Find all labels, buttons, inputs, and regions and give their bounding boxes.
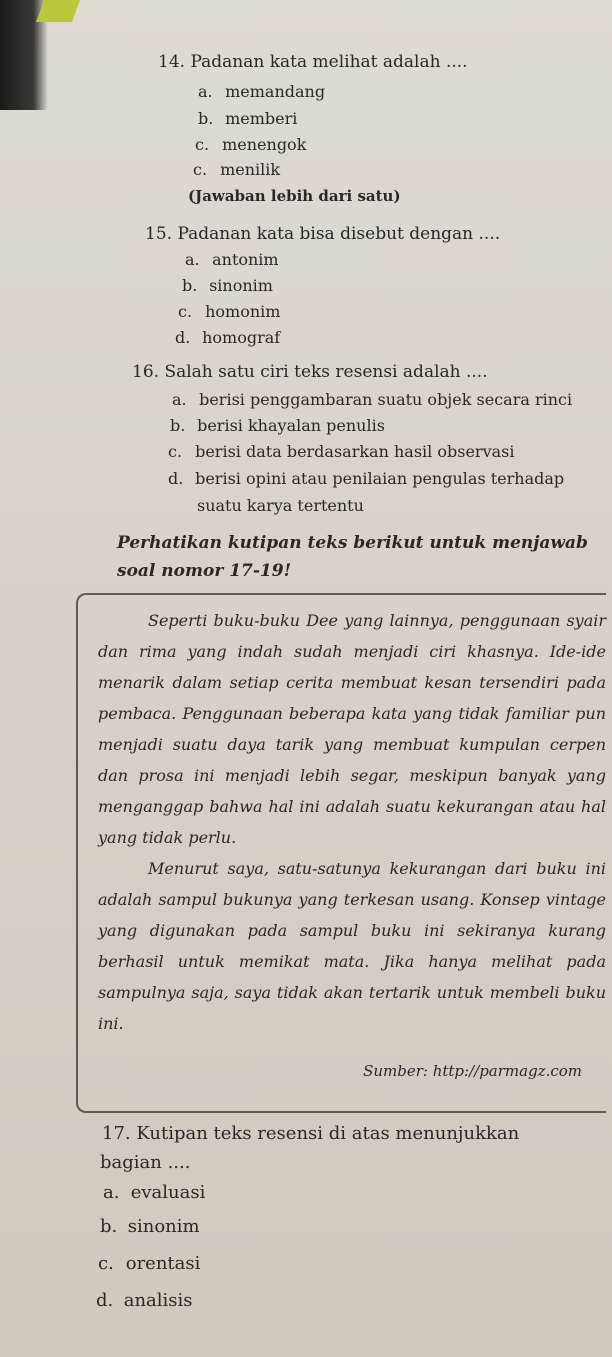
question-17-line-2: bagian .... [100,1152,191,1173]
excerpt-paragraph-2: Menurut saya, satu-satunya kekurangan dari buku ini adalah sampul bukunya yang terkesan usang. Konsep vintage yang digunakan pada sampul buku ini sekiranya kurang berhasil untuk memikat mata. Jika hanya melihat pada sampulnya saja, saya tidak akan tertarik untuk membeli buku ini. [98,859,606,1033]
option-text: sinonim [127,1216,200,1237]
option-text: analisis [123,1290,193,1311]
photo-edge-color [36,0,80,22]
option-text: memberi [225,109,298,128]
option-text: berisi penggambaran suatu objek secara rinci [199,390,573,409]
excerpt-paragraph-1: Seperti buku-buku Dee yang lainnya, penggunaan syair dan rima yang indah sudah menjadi ciri khasnya. Ide-ide menarik dalam setiap cerita membuat kesan tersendiri pada pembaca. Penggunaan beberapa kata yang tidak familiar pun menjadi suatu daya tarik yang membuat kumpulan cerpen dan prosa ini menjadi lebih segar, meskipun banyak yang menganggap bahwa hal ini adalah suatu kekurangan atau hal yang tidak perlu. [98,611,606,847]
q16-option-d[interactable] [168,469,564,488]
option-letter: d. [168,469,184,488]
q16-option-b[interactable] [170,416,385,435]
q15-option-d[interactable] [175,328,280,347]
q16-option-d-continued: suatu karya tertentu [197,496,364,515]
option-text: berisi khayalan penulis [197,416,385,435]
option-text: memandang [225,82,326,101]
question-15: 15. Padanan kata bisa disebut dengan .... [145,224,501,244]
option-text: menengok [222,135,307,154]
option-text: sinonim [209,276,273,295]
q14-option-b[interactable] [198,109,297,128]
option-text: menilik [220,160,281,179]
q17-option-a[interactable] [103,1182,205,1203]
option-letter: a. [198,82,213,101]
option-letter: d. [96,1290,114,1311]
option-letter: c. [193,160,208,179]
instruction-line-2: soal nomor 17-19! [117,561,292,581]
q15-option-c[interactable] [178,302,280,321]
option-text: antonim [212,250,279,269]
question-17-line-1: 17. Kutipan teks resensi di atas menunjukkan [102,1123,520,1144]
option-text: berisi opini atau penilaian pengulas terhadap [195,469,565,488]
option-letter: a. [185,250,200,269]
excerpt-source: Sumber: http://parmagz.com [363,1062,582,1080]
option-text: orentasi [125,1253,201,1274]
q14-option-a[interactable] [198,82,325,101]
q16-option-a[interactable] [172,390,572,409]
q14-option-d[interactable] [193,160,280,179]
option-text: berisi data berdasarkan hasil observasi [195,442,515,461]
q15-option-b[interactable] [182,276,273,295]
q17-option-c[interactable] [98,1253,200,1274]
question-14: 14. Padanan kata melihat adalah .... [158,52,468,72]
instruction-line-1: Perhatikan kutipan teks berikut untuk menjawab [117,533,588,553]
option-text: homograf [202,328,281,347]
q16-option-c[interactable] [168,442,514,461]
q17-option-d[interactable] [96,1290,193,1311]
q14-option-c[interactable] [195,135,306,154]
option-letter: a. [103,1182,120,1203]
option-letter: b. [100,1216,118,1237]
option-letter: a. [172,390,187,409]
option-letter: d. [175,328,191,347]
excerpt-box [76,593,606,1113]
option-letter: c. [168,442,183,461]
option-letter: b. [170,416,186,435]
option-text: evaluasi [130,1182,206,1203]
option-letter: c. [98,1253,114,1274]
question-16: 16. Salah satu ciri teks resensi adalah .... [132,362,488,382]
q15-option-a[interactable] [185,250,279,269]
option-letter: c. [195,135,210,154]
option-letter: c. [178,302,193,321]
q14-note: (Jawaban lebih dari satu) [188,187,401,205]
q17-option-b[interactable] [100,1216,200,1237]
option-letter: b. [182,276,198,295]
option-text: homonim [205,302,281,321]
option-letter: b. [198,109,214,128]
